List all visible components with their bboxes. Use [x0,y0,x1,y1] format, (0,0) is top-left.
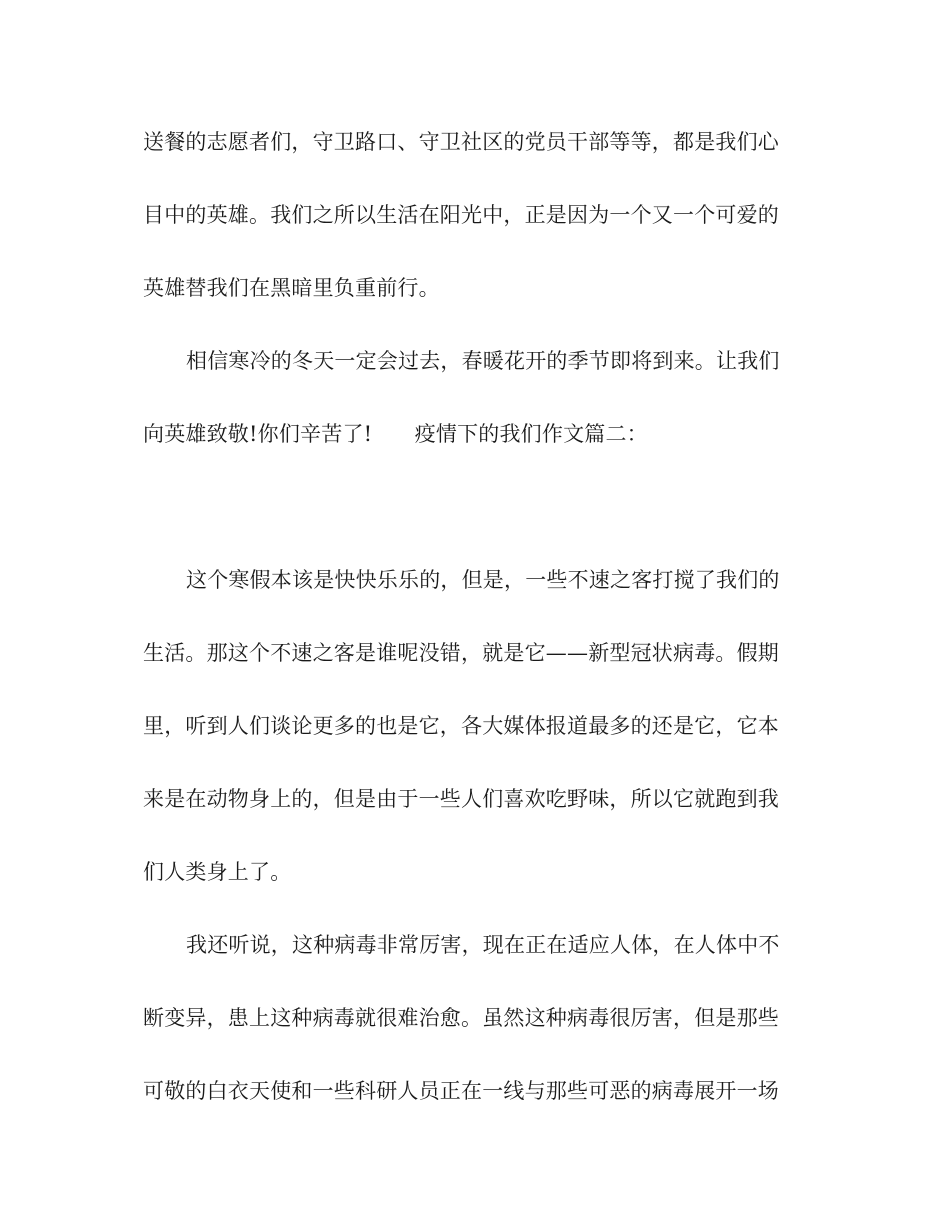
text-line: 生活。那这个不速之客是谁呢没错，就是它——新型冠状病毒。假期 [143,641,779,665]
text-line: 里，听到人们谈论更多的也是它，各大媒体报道最多的还是它，它本 [143,714,779,738]
text-line: 断变异，患上这种病毒就很难治愈。虽然这种病毒很厉害，但是那些 [143,1006,779,1030]
text-line: 这个寒假本该是快快乐乐的，但是，一些不速之客打搅了我们的 [186,568,780,592]
text-line: 我还听说，这种病毒非常厉害，现在正在适应人体，在人体中不 [186,933,780,957]
text-line: 可敬的白衣天使和一些科研人员正在一线与那些可恶的病毒展开一场 [143,1079,779,1103]
text-line: 来是在动物身上的，但是由于一些人们喜欢吃野味，所以它就跑到我 [143,787,779,811]
text-line: 们人类身上了。 [143,860,292,884]
text-line: 相信寒冷的冬天一定会过去，春暖花开的季节即将到来。让我们 [186,349,780,373]
text-line: 向英雄致敬!你们辛苦了! 疫情下的我们作文篇二： [143,422,648,446]
text-line: 英雄替我们在黑暗里负重前行。 [143,276,440,300]
text-line: 目中的英雄。我们之所以生活在阳光中，正是因为一个又一个可爱的 [143,203,779,227]
text-line: 送餐的志愿者们，守卫路口、守卫社区的党员干部等等，都是我们心 [143,130,779,154]
